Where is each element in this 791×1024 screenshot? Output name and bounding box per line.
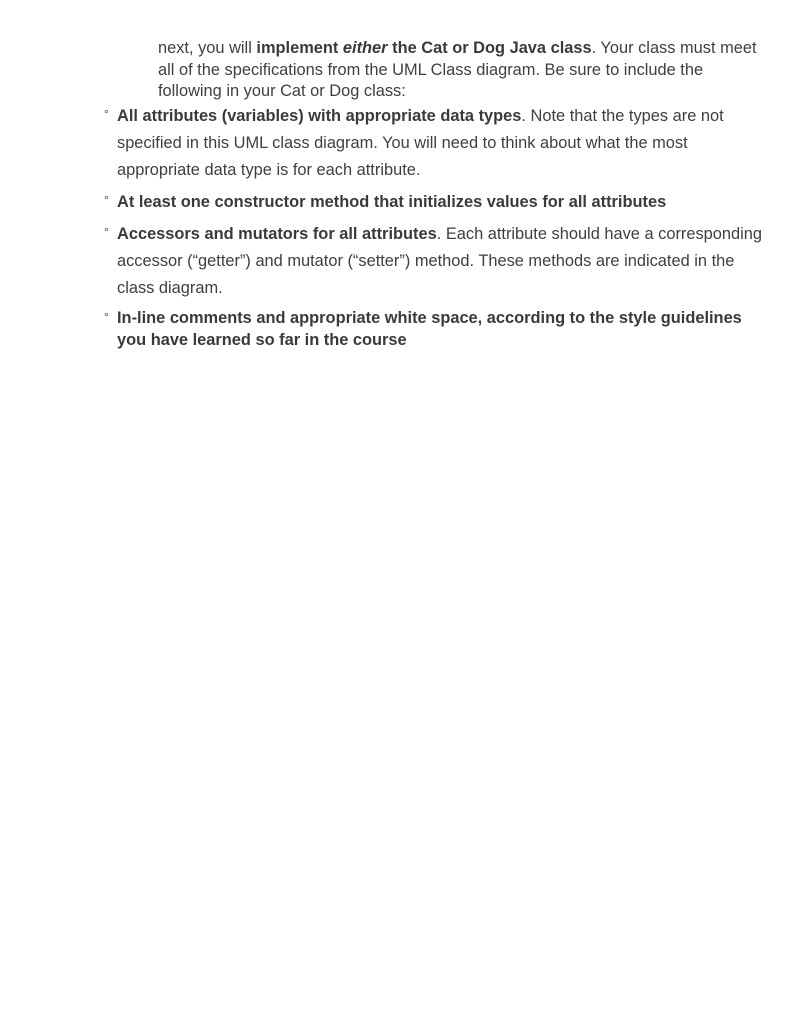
intro-bold-implement: implement bbox=[256, 39, 343, 57]
bullet-mark: ° bbox=[104, 193, 109, 207]
bullet-mark: ° bbox=[104, 310, 109, 324]
list-item-constructor bbox=[102, 189, 772, 216]
intro-bold-class: the Cat or Dog Java class bbox=[387, 39, 592, 57]
list-item-comments bbox=[102, 307, 772, 351]
list-item-bold: Accessors and mutators for all attributes bbox=[117, 225, 437, 243]
intro-paragraph bbox=[158, 38, 768, 103]
intro-bold-italic-either: either bbox=[342, 39, 388, 57]
bullet-mark: ° bbox=[104, 225, 109, 239]
list-item-accessors bbox=[102, 221, 772, 302]
intro-text-start: next, you will bbox=[158, 39, 257, 57]
list-item-text: . Note that the types are not specified in this UML class diagram. You will need to think about what the most appropriate data type is for each attribute. bbox=[117, 107, 724, 179]
list-item-bold: At least one constructor method that initializes values for all attributes bbox=[117, 193, 667, 211]
list-item-text: . Each attribute should have a corresponding accessor (“getter”) and mutator (“setter”) method. These methods are indicated in the class diagram. bbox=[117, 225, 763, 297]
bullet-mark: ° bbox=[104, 107, 109, 121]
intro-text-end: . Your class must meet all of the specifications from the UML Class diagram. Be sure to include the following in your Cat or Dog class: bbox=[158, 39, 757, 100]
list-item-bold: In-line comments and appropriate white space, according to the style guidelines you have learned so far in the course bbox=[117, 309, 742, 349]
list-item-attributes bbox=[102, 103, 772, 184]
list-item-bold: All attributes (variables) with appropriate data types bbox=[117, 107, 522, 125]
requirements-list bbox=[102, 103, 772, 356]
